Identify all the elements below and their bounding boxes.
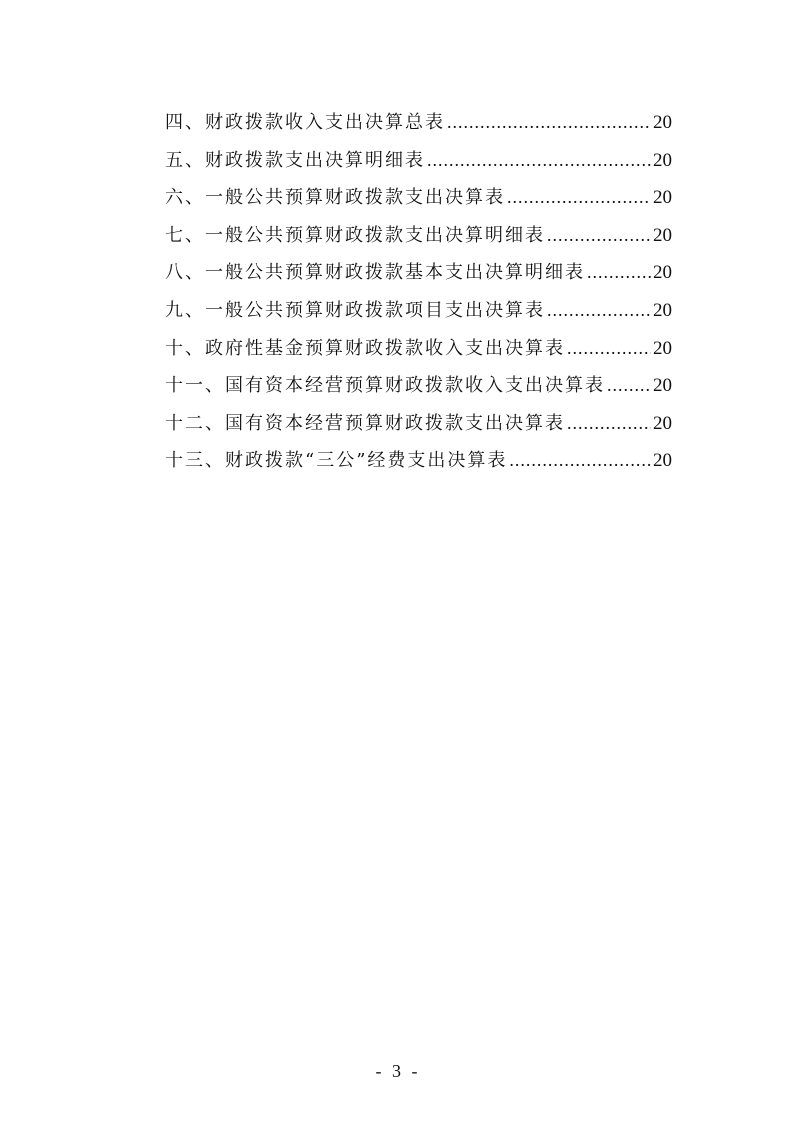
toc-leader-dots — [427, 142, 651, 180]
toc-entry[interactable] — [165, 254, 672, 292]
toc-leader-dots — [567, 330, 651, 368]
toc-entry-title: 六、一般公共预算财政拨款支出决算表 — [165, 187, 505, 209]
toc-entry[interactable] — [165, 405, 672, 443]
toc-entry-title: 十、政府性基金预算财政拨款收入支出决算表 — [165, 337, 565, 359]
toc-leader-dots — [509, 442, 651, 480]
toc-entry-page: 20 — [653, 112, 672, 133]
toc-entry-title: 五、财政拨款支出决算明细表 — [165, 149, 425, 171]
toc-leader-dots — [567, 405, 651, 443]
toc-leader-dots — [507, 179, 651, 217]
toc-entry-title: 十一、国有资本经营预算财政拨款收入支出决算表 — [165, 375, 605, 397]
toc-entry-title: 七、一般公共预算财政拨款支出决算明细表 — [165, 224, 545, 246]
toc-entry[interactable] — [165, 179, 672, 217]
toc-entry-title: 八、一般公共预算财政拨款基本支出决算明细表 — [165, 262, 585, 284]
toc-entry-title: 十三、财政拨款“三公”经费支出决算表 — [165, 450, 508, 472]
toc-entry-page: 20 — [653, 262, 672, 284]
toc-leader-dots — [587, 254, 651, 292]
toc-entry[interactable] — [165, 217, 672, 255]
table-of-contents — [165, 104, 672, 480]
toc-entry[interactable] — [165, 367, 672, 405]
toc-entry[interactable] — [165, 104, 672, 142]
toc-entry-title: 四、财政拨款收入支出决算总表 — [165, 112, 445, 133]
toc-entry-page: 20 — [653, 337, 672, 359]
toc-entry-title: 九、一般公共预算财政拨款项目支出决算表 — [165, 299, 545, 321]
toc-entry[interactable] — [165, 142, 672, 180]
toc-entry[interactable] — [165, 292, 672, 330]
toc-entry-page: 20 — [653, 149, 672, 171]
toc-entry-page: 20 — [653, 375, 672, 397]
page-number: - 3 - — [375, 1061, 418, 1081]
toc-entry-page: 20 — [653, 299, 672, 321]
toc-entry-page: 20 — [653, 450, 672, 472]
toc-entry[interactable] — [165, 330, 672, 368]
toc-leader-dots — [547, 217, 651, 255]
toc-entry-title: 十二、国有资本经营预算财政拨款支出决算表 — [165, 412, 565, 434]
toc-leader-dots — [607, 367, 651, 405]
toc-entry-page: 20 — [653, 187, 672, 209]
toc-leader-dots — [547, 292, 651, 330]
toc-entry[interactable] — [165, 442, 672, 480]
toc-entry-page: 20 — [653, 224, 672, 246]
toc-entry-page: 20 — [653, 412, 672, 434]
toc-leader-dots — [447, 104, 651, 142]
